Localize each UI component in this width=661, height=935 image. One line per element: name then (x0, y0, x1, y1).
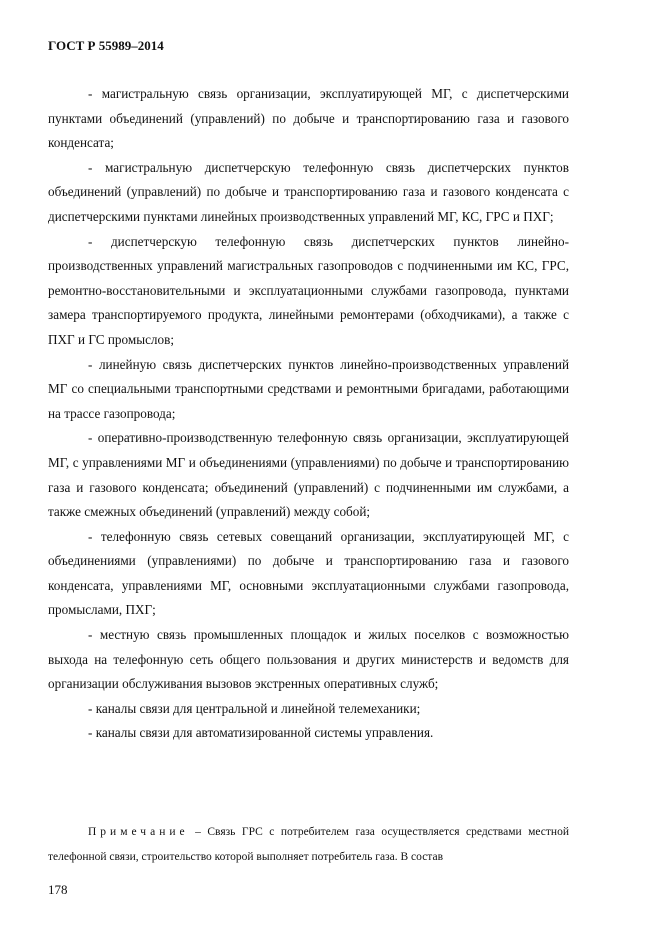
page-number: 178 (48, 882, 68, 897)
list-item: - телефонную связь сетевых совещаний организации, эксплуатирующей МГ, с объединениями (управлениями) по добыче и транспортированию газа и газового конденсата, управлениями МГ, основными эксплуатационными службами газопровода, промыслами, ПХГ; (48, 528, 569, 618)
note-label: Примечание (88, 826, 189, 838)
list-item: - каналы связи для центральной и линейной телемеханики; (88, 700, 421, 716)
document-body (48, 82, 569, 746)
list-item: - оперативно-производственную телефонную связь организации, эксплуатирующей МГ, с управлениями МГ и объединениями (управлениями) по добыче и транспортированию газа и газового конденсата; объединений (управлений) с подчиненными им службами, а также смежных объединений (управлений) между собой; (48, 430, 569, 520)
list-item: - магистральную связь организации, эксплуатирующей МГ, с диспетчерскими пунктами объединений (управлений) по добыче и транспортированию газа и газового конденсата; (48, 86, 569, 151)
document-header: ГОСТ Р 55989–2014 (48, 38, 164, 53)
list-item: - местную связь промышленных площадок и жилых поселков с возможностью выхода на телефонную сеть общего пользования и других министерств и ведомств для организации обслуживания вызовов экстренных оперативных служб; (48, 627, 569, 692)
note-paragraph (48, 820, 569, 869)
list-item: - диспетчерскую телефонную связь диспетчерских пунктов линейно-производственных управлений магистральных газопроводов с подчиненными им КС, ГРС, ремонтно-восстановительными и эксплуатационными службами газопровода, пунктами замера транспортируемого продукта, линейными ремонтерами (обходчиками), а также с ПХГ и ГС промыслов; (48, 233, 569, 347)
list-item: - линейную связь диспетчерских пунктов линейно-производственных управлений МГ со специальными транспортными средствами и ремонтными бригадами, работающими на трассе газопровода; (48, 356, 569, 421)
note-text: – Связь ГРС с потребителем газа осуществляется средствами местной телефонной связи, строительство которой выполняет потребитель газа. В состав (48, 826, 569, 863)
list-item: - магистральную диспетчерскую телефонную связь диспетчерских пунктов объединений (управлений) по добыче и транспортированию газа и газового конденсата с диспетчерскими пунктами линейных производственных управлений МГ, КС, ГРС и ПХГ; (48, 159, 569, 224)
list-item: - каналы связи для автоматизированной системы управления. (88, 725, 434, 741)
